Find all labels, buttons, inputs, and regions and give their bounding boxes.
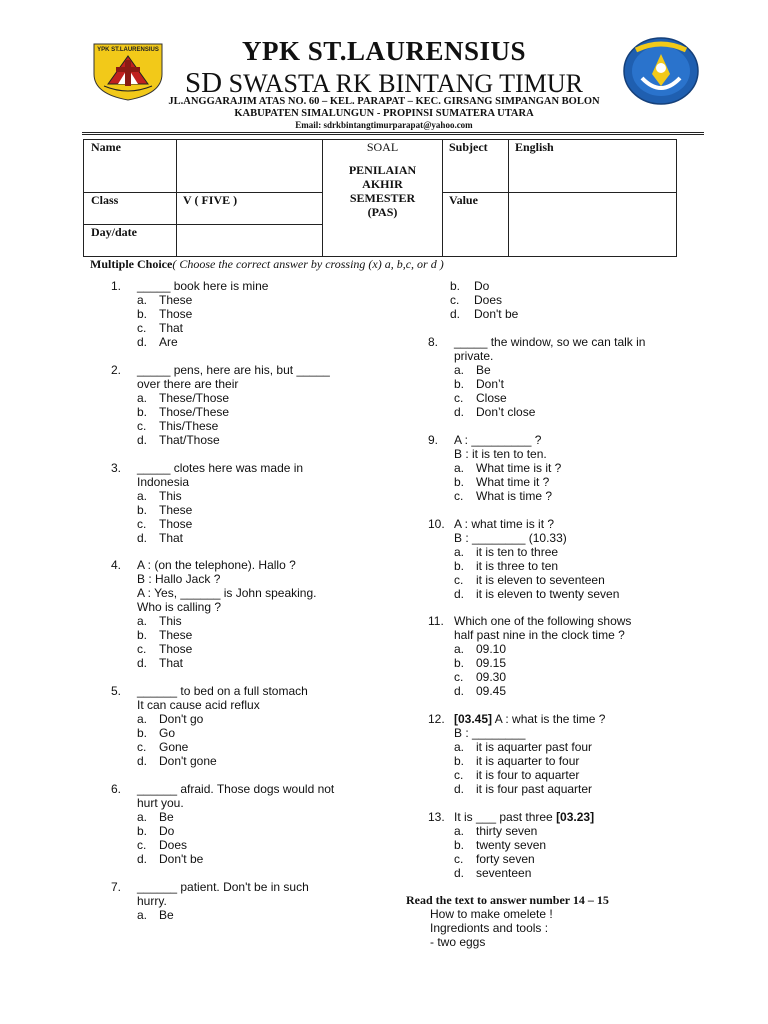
question-number: 1. [111,279,122,293]
question-number: 5. [111,684,122,699]
option-text: twenty seven [476,838,547,852]
exam-title [323,163,442,219]
address-line-1: JL.ANGGARAJIM ATAS NO. 60 – KEL. PARAPAT – KEC. GIRSANG SIMPANGAN BOLON [168,96,600,107]
option-text: Those/These [159,404,230,419]
option-text: This [159,488,182,503]
option-letter: a. [454,740,465,755]
question-number: 8. [428,335,439,349]
question-text [454,433,541,447]
svg-text:YPK ST.LAURENSIUS: YPK ST.LAURENSIUS [97,47,159,53]
option-letter: d. [137,852,148,866]
question-text [137,475,189,489]
question-text [454,349,493,363]
option-text: Those [159,642,193,657]
option-text: What is time ? [476,488,553,503]
question-text-part: B : ________ [454,726,526,741]
option-letter: b. [454,474,465,489]
question-text-part: over there are their [137,376,239,391]
header-rule [82,134,704,135]
question-text [454,531,567,545]
section-heading [90,257,444,272]
reading-instruction: Read the text to answer number 14 – 15 [406,893,609,907]
option-letter: d. [454,684,465,699]
option-text: Do [474,279,490,293]
option-letter: b. [137,307,148,321]
option-text: Don't be [474,307,519,321]
option-letter: a. [137,293,148,307]
option-letter: a. [137,488,148,503]
option-letter: a. [137,907,148,922]
option-text: Does [159,838,188,852]
option-text: This/These [159,418,219,433]
option-text: Go [159,726,176,741]
option-text: Gone [159,740,189,755]
option-text: That/Those [159,432,220,447]
question-text-part: _____ pens, here are his, but _____ [137,362,330,377]
section-title: Multiple Choice [90,257,173,271]
question-text [137,894,167,908]
question-text [454,447,547,461]
question-text [137,684,308,698]
subject-label: Subject [449,140,488,154]
question-text-part: ______ patient. Don't be in such [137,879,309,894]
option-text: 09.30 [476,670,507,685]
question-text [137,461,303,475]
option-letter: c. [454,768,464,783]
time-label: [03.45] [454,712,493,727]
option-letter: d. [137,530,148,545]
option-text: What time is it ? [476,460,562,475]
option-text: This [159,614,182,629]
option-letter: b. [137,628,148,643]
question-number: 6. [111,782,122,796]
question-text-part: A : _________ ? [454,432,542,447]
option-letter: b. [137,824,148,838]
question-text-part: ______ afraid. Those dogs would not [137,782,335,796]
option-letter: a. [137,390,148,405]
option-letter: d. [454,782,465,797]
option-letter: a. [137,614,148,629]
option-letter: d. [137,754,148,769]
option-text: Be [476,363,491,377]
question-text-part: It is ___ past three [454,810,557,824]
question-text [454,712,605,726]
question-text [137,279,268,293]
question-text [454,726,525,740]
question-text [137,880,309,894]
option-text: it is four to aquarter [476,768,580,783]
question-text [137,558,296,572]
option-text: Don't go [159,712,204,727]
question-text-part: A : what time is it ? [454,516,555,531]
option-letter: c. [454,391,464,405]
option-letter: b. [137,726,148,741]
question-number: 9. [428,432,439,447]
school-subtitle-text: SWASTA RK BINTANG TIMUR [228,69,583,98]
question-text [137,363,330,377]
option-letter: b. [454,754,465,769]
recipe-title: How to make omelete ! [430,907,553,921]
option-text: These [159,628,193,643]
question-text [454,614,631,628]
option-text: Does [474,293,503,307]
option-text: Don't gone [159,754,217,769]
email-line: Email: sdrkbintangtimurparapat@yahoo.com [295,120,473,130]
question-text-part: _____ book here is mine [137,279,269,293]
option-text: Those [159,516,193,531]
question-text-part: _____ the window, so we can talk in [454,335,646,349]
question-number: 4. [111,558,122,573]
option-text: These [159,293,193,307]
option-text: Close [476,391,507,405]
option-text: seventeen [476,866,532,880]
option-letter: c. [137,642,147,657]
option-text: That [159,321,184,335]
question-text-part: A : what is the time ? [492,712,606,727]
option-letter: b. [454,838,465,852]
section-instruction: ( Choose the correct answer by crossing (x) a, b,c, or d ) [172,257,444,271]
header-rule [82,132,704,133]
address-line-2: KABUPATEN SIMALUNGUN - PROPINSI SUMATERA UTARA [234,108,534,119]
option-text: it is eleven to seventeen [476,572,605,587]
option-text: Be [159,810,174,824]
option-text: Don’t [476,377,505,391]
option-letter: b. [137,502,148,517]
option-letter: c. [137,838,147,852]
option-text: Do [159,824,175,838]
option-letter: c. [450,293,460,307]
option-text: it is four past aquarter [476,782,593,797]
option-letter: c. [137,321,147,335]
option-text: it is three to ten [476,558,559,573]
question-text [137,586,316,600]
option-letter: d. [450,307,461,321]
option-letter: c. [137,418,147,433]
option-text: Are [159,335,178,349]
option-text: These/Those [159,390,230,405]
option-text: 09.45 [476,684,507,699]
option-letter: a. [454,642,465,657]
option-text: forty seven [476,852,535,866]
question-text-part: private. [454,349,494,363]
option-letter: d. [137,335,148,349]
question-text-part: hurry. [137,893,167,908]
option-text: it is aquarter past four [476,740,593,755]
question-text [137,698,260,712]
option-text: Those [159,307,193,321]
question-number: 2. [111,362,122,377]
option-text: 09.15 [476,656,507,671]
subject-value: English [515,140,554,154]
option-text: These [159,502,193,517]
option-text: Be [159,907,174,922]
option-letter: c. [454,572,464,587]
option-text: 09.10 [476,642,507,657]
question-text [137,600,221,614]
option-text: That [159,656,184,671]
question-text-part: B : Hallo Jack ? [137,572,221,587]
option-text: thirty seven [476,824,538,838]
question-number: 10. [428,516,445,531]
question-text [454,335,645,349]
option-letter: c. [454,670,464,685]
option-letter: d. [137,432,148,447]
question-number: 13. [428,810,445,824]
question-text [137,377,238,391]
option-letter: b. [454,656,465,671]
option-letter: d. [454,866,465,880]
question-text-part: A : (on the telephone). Hallo ? [137,558,296,573]
exam-title-line: SEMESTER [349,191,416,205]
option-text: That [159,530,184,545]
exam-title-line: (PAS) [367,205,398,219]
question-text-part: ______ to bed on a full stomach [137,684,308,699]
recipe-ingredients-label: Ingredionts and tools : [430,921,549,935]
option-letter: a. [137,810,148,824]
question-text [454,517,554,531]
question-number: 11. [428,614,444,629]
question-text-part: hurt you. [137,796,184,810]
option-letter: c. [454,488,464,503]
name-label: Name [91,140,121,154]
option-letter: b. [454,377,465,391]
option-letter: a. [137,712,148,727]
option-letter: d. [454,405,465,419]
option-letter: b. [454,558,465,573]
class-label: Class [91,193,119,207]
question-text-part: Indonesia [137,474,190,489]
question-text-part: B : ________ (10.33) [454,530,567,545]
option-text: Don’t close [476,405,536,419]
question-number: 3. [111,460,122,475]
option-text: it is ten to three [476,544,559,559]
question-text-part: It can cause acid reflux [137,698,260,713]
daydate-label: Day/date [91,225,137,239]
option-text: it is eleven to twenty seven [476,586,620,601]
option-letter: b. [137,404,148,419]
option-text: What time it ? [476,474,550,489]
question-text-part: Which one of the following shows [454,614,632,629]
question-text-part: _____ clotes here was made in [137,460,304,475]
question-number: 12. [428,712,445,727]
option-letter: d. [454,586,465,601]
recipe-ingredient: - two eggs [430,935,486,949]
soal-label: SOAL [366,140,399,154]
exam-title-line: PENILAIAN [348,163,417,177]
option-letter: a. [454,460,465,475]
option-letter: c. [137,516,147,531]
school-name: YPK ST.LAURENSIUS [241,36,527,66]
value-label: Value [449,193,478,207]
question-text-part: B : it is ten to ten. [454,446,547,461]
time-label: [03.23] [556,810,595,824]
question-text-part: A : Yes, ______ is John speaking. [137,586,317,601]
option-letter: b. [450,279,461,293]
question-text-part: half past nine in the clock time ? [454,628,625,643]
option-text: Don't be [159,852,204,866]
question-text [137,572,220,586]
option-letter: d. [137,656,148,671]
question-text [454,810,594,824]
exam-title-line: AKHIR [362,177,403,191]
sd-label: SD [185,67,223,99]
question-text-part: Who is calling ? [137,600,222,615]
option-letter: c. [454,852,464,866]
option-text: it is aquarter to four [476,754,580,769]
option-letter: a. [454,824,465,838]
class-value: V ( FIVE ) [183,193,238,207]
question-number: 7. [111,879,122,894]
question-text [454,628,625,642]
option-letter: a. [454,544,465,559]
option-letter: c. [137,740,147,755]
option-letter: a. [454,363,465,377]
question-text [137,796,184,810]
question-text [137,782,334,796]
